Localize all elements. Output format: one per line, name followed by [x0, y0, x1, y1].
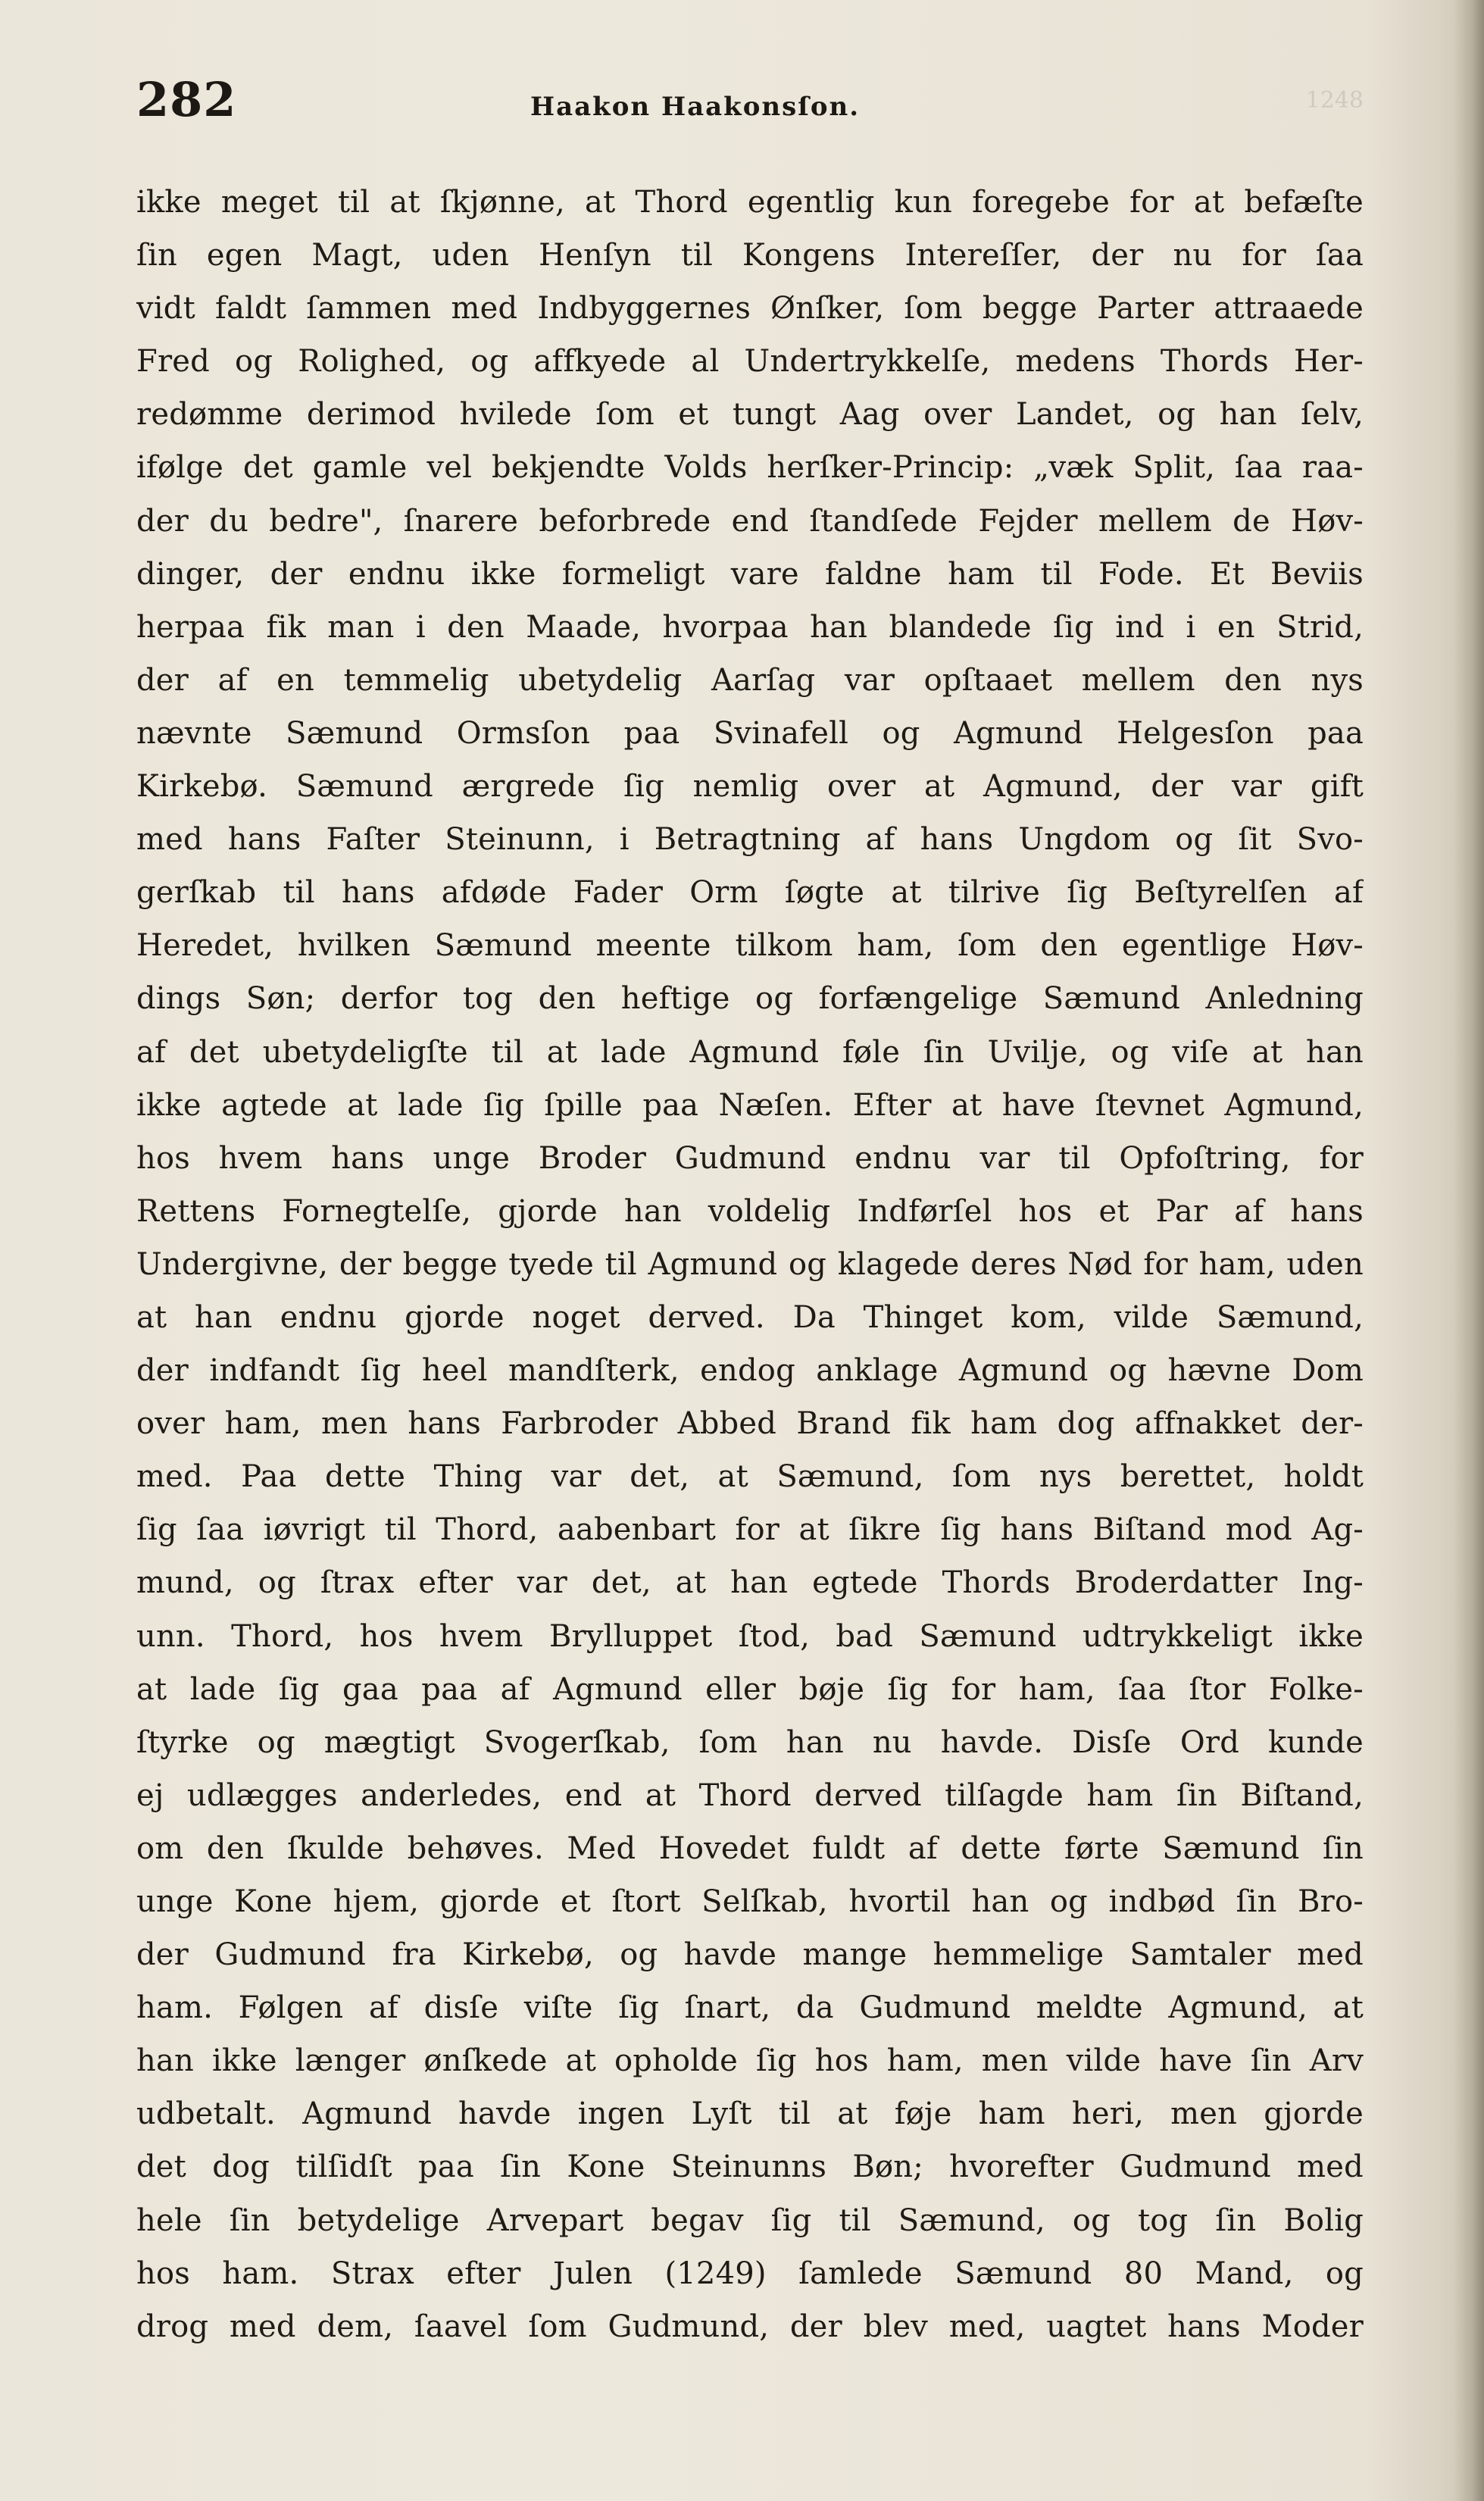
- text-line: gerſkab til hans afdøde Fader Orm ſøgte at tilrive ſig Beſtyrelſen af: [136, 875, 1364, 911]
- text-line: ſig ſaa iøvrigt til Thord, aabenbart for at ſikre ſig hans Biſtand mod Ag-: [136, 1512, 1364, 1548]
- page-number: 282: [136, 72, 237, 127]
- text-line: hos ham. Strax efter Julen (1249) ſamlede Sæmund 80 Mand, og: [136, 2256, 1364, 2291]
- page-gutter-shadow: [1454, 0, 1484, 2501]
- text-line: at han endnu gjorde noget derved. Da Thinget kom, vilde Sæmund,: [136, 1299, 1364, 1335]
- text-line: om den ſkulde behøves. Med Hovedet fuldt af dette førte Sæmund ſin: [136, 1830, 1364, 1866]
- text-line: ſtyrke og mægtigt Svogerſkab, ſom han nu havde. Disſe Ord kunde: [136, 1724, 1364, 1760]
- text-line: ham. Følgen af disſe viſte ſig ſnart, da Gudmund meldte Agmund, at: [136, 1990, 1364, 2026]
- text-line: Rettens Fornegtelſe, gjorde han voldelig Indførſel hos et Par af hans: [136, 1193, 1364, 1229]
- text-line: Kirkebø. Sæmund ærgrede ſig nemlig over at Agmund, der var gift: [136, 769, 1364, 805]
- text-line: ikke meget til at ſkjønne, at Thord egentlig kun foregebe for at befæſte: [136, 185, 1364, 220]
- text-line: redømme derimod hvilede ſom et tungt Aag over Landet, og han ſelv,: [136, 397, 1364, 433]
- text-line: at lade ſig gaa paa af Agmund eller bøje ſig for ham, ſaa ſtor Folke-: [136, 1671, 1364, 1707]
- text-line: med hans Faſter Steinunn, i Betragtning af hans Ungdom og ſit Svo-: [136, 822, 1364, 858]
- text-line: ifølge det gamle vel bekjendte Volds herſker-Princip: „væk Split, ſaa raa-: [136, 450, 1364, 486]
- text-line: ej udlægges anderledes, end at Thord derved tilſagde ham ſin Biſtand,: [136, 1777, 1364, 1813]
- text-line: ſin egen Magt, uden Henſyn til Kongens Intereſſer, der nu for ſaa: [136, 238, 1364, 274]
- text-line: unge Kone hjem, gjorde et ſtort Selſkab, hvortil han og indbød ſin Bro-: [136, 1884, 1364, 1919]
- text-line: ikke agtede at lade ſig ſpille paa Næſen. Efter at have ſtevnet Agmund,: [136, 1087, 1364, 1123]
- page-header: [136, 72, 1364, 140]
- text-line: der af en temmelig ubetydelig Aarſag var opſtaaet mellem den nys: [136, 662, 1364, 698]
- text-line: der indfandt ſig heel mandſterk, endog anklage Agmund og hævne Dom: [136, 1353, 1364, 1389]
- text-line: Fred og Rolighed, og affkyede al Undertrykkelſe, medens Thords Her-: [136, 344, 1364, 380]
- running-title: Haakon Haakonsſon.: [530, 92, 861, 122]
- text-line: der Gudmund fra Kirkebø, og havde mange hemmelige Samtaler med: [136, 1937, 1364, 1973]
- text-line: mund, og ſtrax efter var det, at han egtede Thords Broderdatter Ing-: [136, 1565, 1364, 1601]
- body-text: [136, 176, 1364, 2353]
- text-line: vidt faldt ſammen med Indbyggernes Ønſker, ſom begge Parter attraaede: [136, 291, 1364, 327]
- text-line: udbetalt. Agmund havde ingen Lyſt til at føje ham heri, men gjorde: [136, 2096, 1364, 2132]
- text-line: han ikke længer ønſkede at opholde ſig hos ham, men vilde have ſin Arv: [136, 2043, 1364, 2079]
- bleed-through-text: 1248: [1305, 87, 1364, 114]
- text-line: unn. Thord, hos hvem Brylluppet ſtod, bad Sæmund udtrykkeligt ikke: [136, 1618, 1364, 1654]
- text-line: det dog tilſidſt paa ſin Kone Steinunns Bøn; hvorefter Gudmund med: [136, 2149, 1364, 2185]
- text-line: Heredet, hvilken Sæmund meente tilkom ham, ſom den egentlige Høv-: [136, 928, 1364, 964]
- text-line: af det ubetydeligſte til at lade Agmund føle ſin Uvilje, og viſe at han: [136, 1034, 1364, 1070]
- text-line: hos hvem hans unge Broder Gudmund endnu var til Opfoſtring, for: [136, 1140, 1364, 1176]
- text-line: dings Søn; derfor tog den heftige og forfængelige Sæmund Anledning: [136, 981, 1364, 1017]
- text-line: med. Paa dette Thing var det, at Sæmund, ſom nys berettet, holdt: [136, 1459, 1364, 1495]
- text-line: dinger, der endnu ikke formeligt vare faldne ham til Fode. Et Beviis: [136, 556, 1364, 592]
- text-line: der du bedre", ſnarere beforbrede end ſtandſede Fejder mellem de Høv-: [136, 503, 1364, 539]
- text-line: nævnte Sæmund Ormsſon paa Svinafell og Agmund Helgesſon paa: [136, 715, 1364, 751]
- text-line: herpaa fik man i den Maade, hvorpaa han blandede ſig ind i en Strid,: [136, 609, 1364, 645]
- text-line: over ham, men hans Farbroder Abbed Brand fik ham dog affnakket der-: [136, 1406, 1364, 1442]
- text-line: drog med dem, ſaavel ſom Gudmund, der blev med, uagtet hans Moder: [136, 2309, 1364, 2344]
- text-line: hele ſin betydelige Arvepart begav ſig til Sæmund, og tog ſin Bolig: [136, 2202, 1364, 2238]
- text-line: Undergivne, der begge tyede til Agmund og klagede deres Nød for ham, uden: [136, 1246, 1364, 1282]
